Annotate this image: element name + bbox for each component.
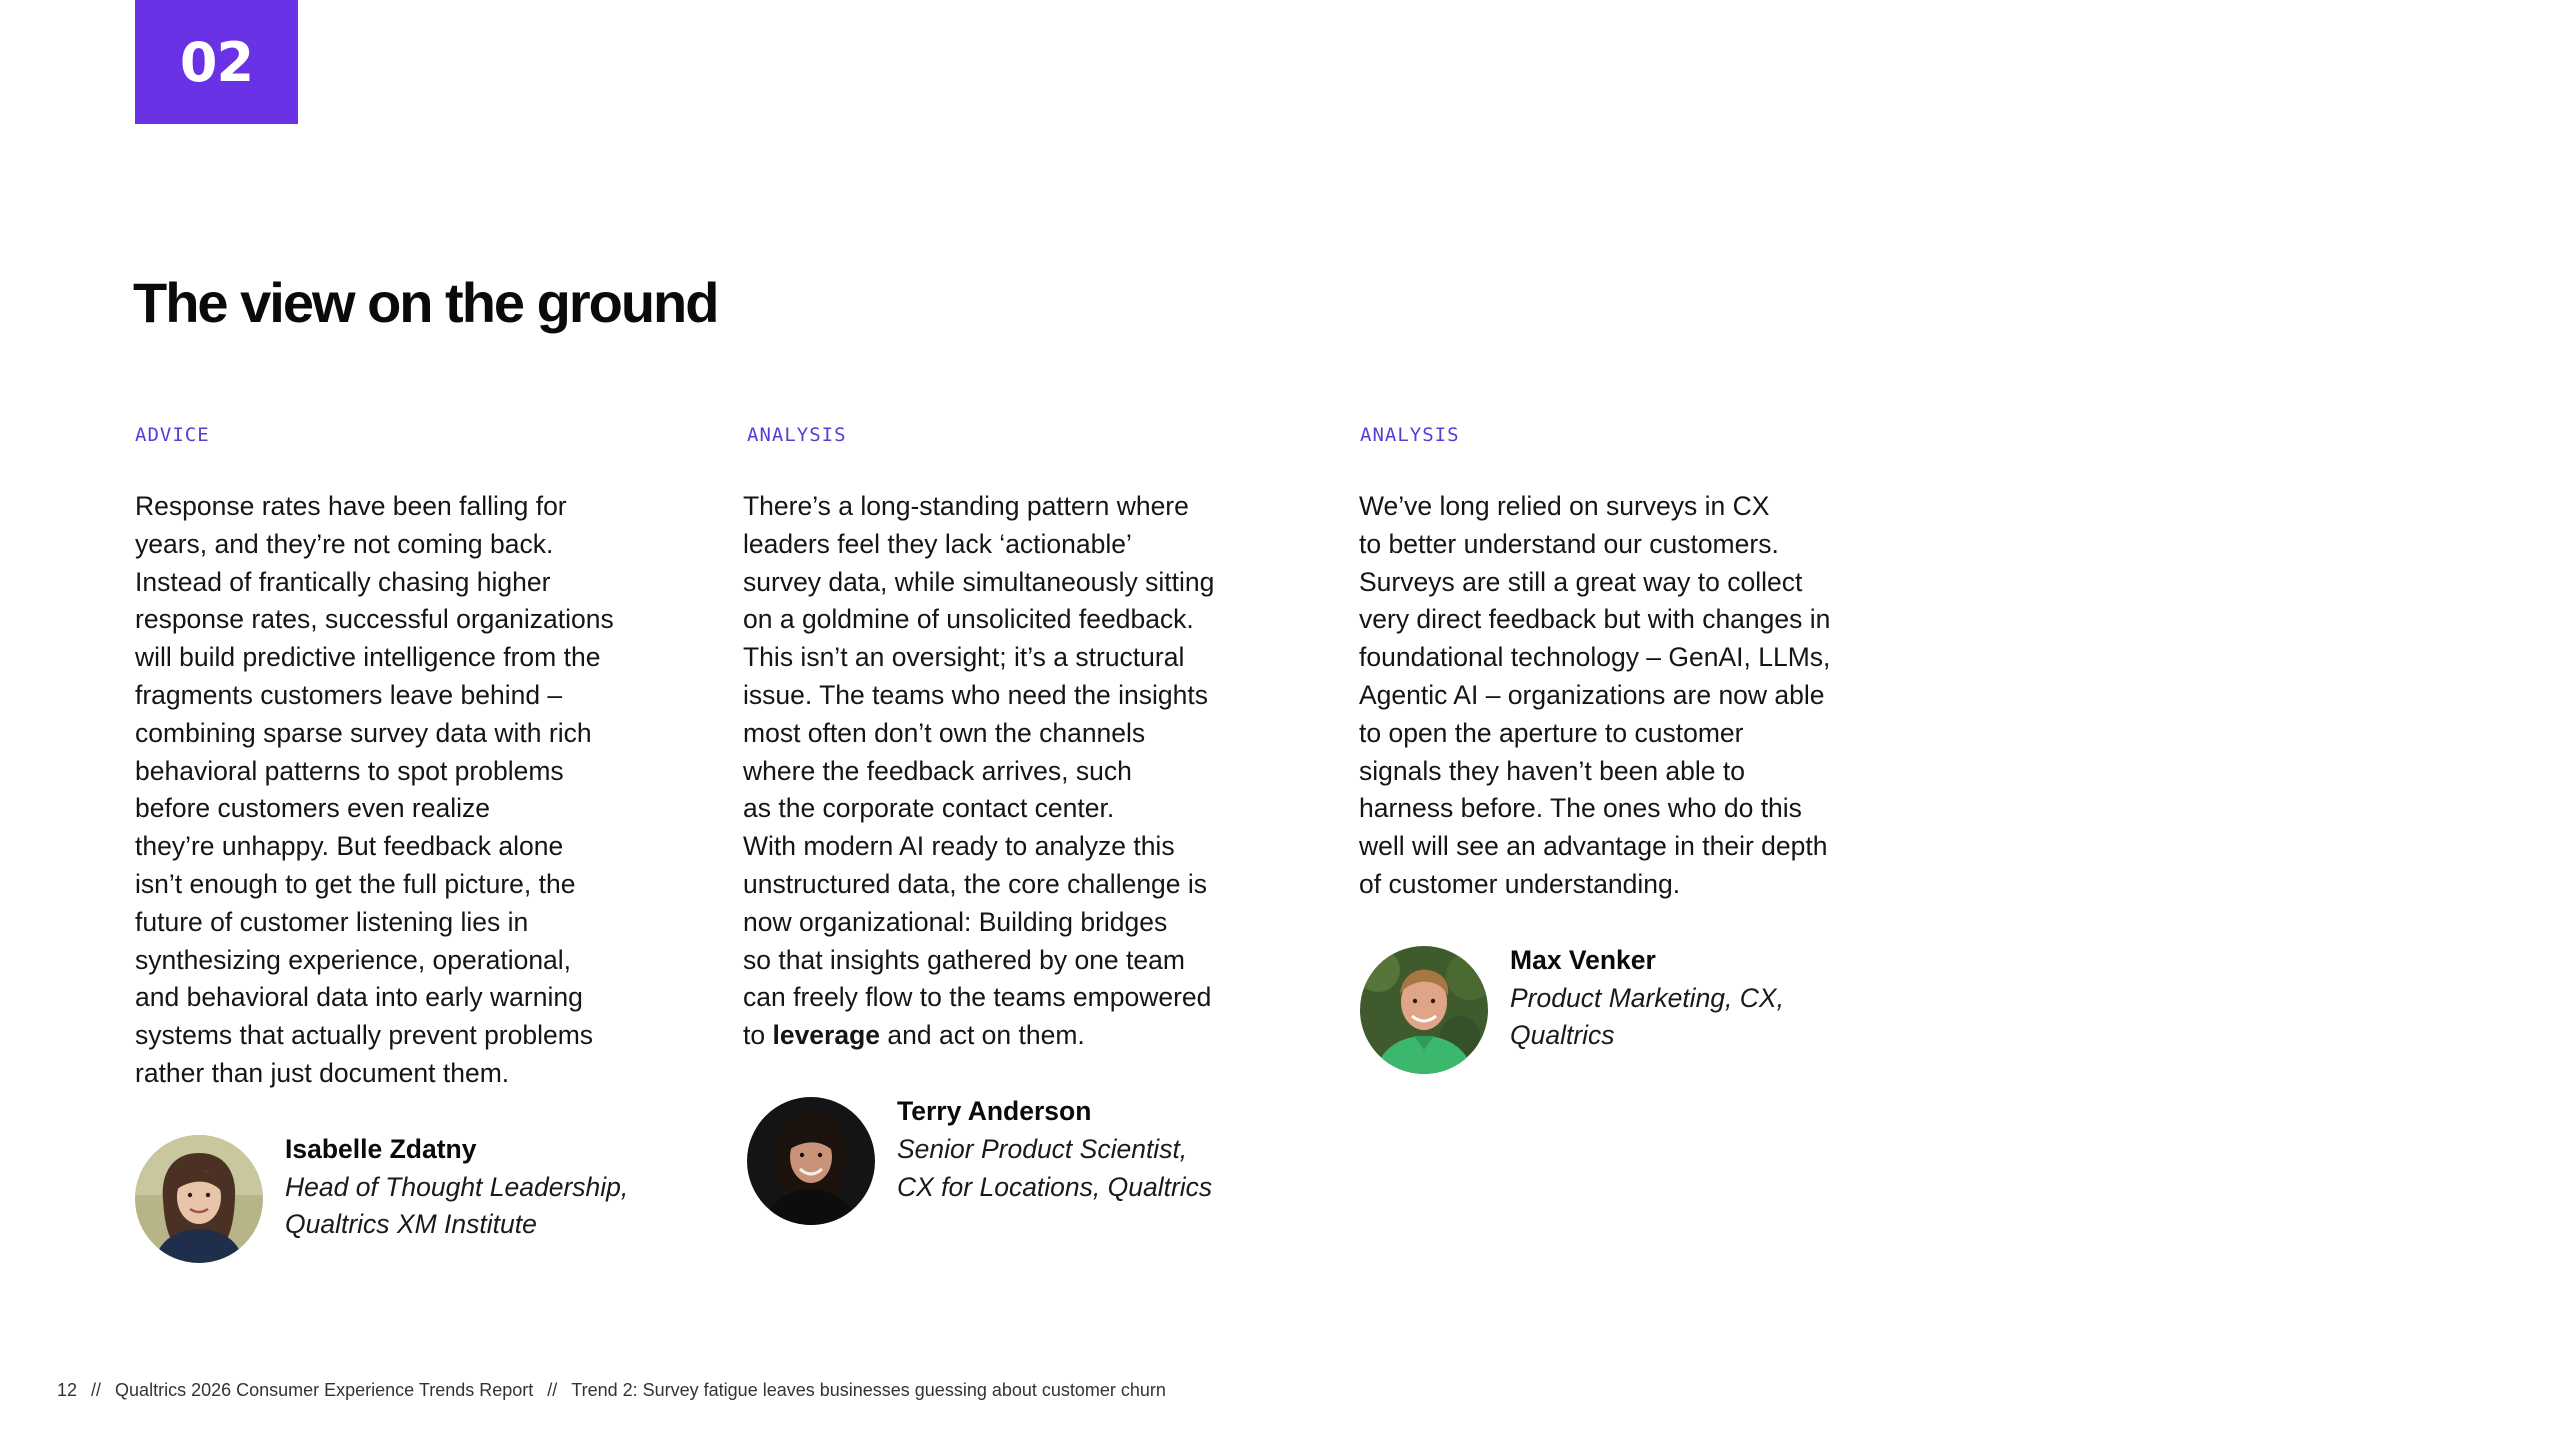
quote-line: Instead of frantically chasing higher xyxy=(135,566,551,597)
column-tag: ANALYSIS xyxy=(1360,424,1460,446)
quote-line: most often don’t own the channels xyxy=(743,717,1146,748)
person-info xyxy=(1510,942,1784,1055)
quote-column-advice xyxy=(135,420,695,1265)
person-info xyxy=(285,1131,628,1244)
text-run: to xyxy=(743,1020,773,1051)
portrait-man-icon xyxy=(1360,946,1488,1074)
quote-line: to better understand our customers. xyxy=(1359,528,1779,559)
section-number-badge xyxy=(135,0,298,124)
person-role: Qualtrics XM Institute xyxy=(285,1209,537,1240)
quote-line: years, and they’re not coming back. xyxy=(135,528,554,559)
text-run: and act on them. xyxy=(880,1020,1085,1051)
person-info xyxy=(897,1093,1212,1206)
quote-text xyxy=(1359,488,1920,904)
quote-line: Agentic AI – organizations are now able xyxy=(1359,679,1825,710)
footer-separator: // xyxy=(91,1380,102,1400)
quote-line: isn’t enough to get the full picture, the xyxy=(135,868,576,899)
quote-line: of customer understanding. xyxy=(1359,868,1681,899)
bold-word: leverage xyxy=(772,1020,881,1051)
quote-line-final xyxy=(743,1017,1307,1055)
column-tag: ADVICE xyxy=(135,424,210,446)
quote-line: fragments customers leave behind – xyxy=(135,679,563,710)
quote-line: Response rates have been falling for xyxy=(135,491,567,521)
quote-line: behavioral patterns to spot problems xyxy=(135,755,564,786)
page-footer xyxy=(57,1380,1166,1401)
quote-line: to open the aperture to customer xyxy=(1359,717,1744,748)
quote-line: survey data, while simultaneously sitting xyxy=(743,566,1215,597)
page-title: The view on the ground xyxy=(133,271,718,334)
quote-line: well will see an advantage in their depth xyxy=(1359,831,1828,862)
quote-line: There’s a long-standing pattern where xyxy=(743,491,1189,521)
person-card xyxy=(1360,946,1920,1076)
person-name: Max Venker xyxy=(1510,944,1656,975)
footer-separator: // xyxy=(547,1380,558,1400)
quote-line: harness before. The ones who do this xyxy=(1359,793,1802,824)
person-role: CX for Locations, Qualtrics xyxy=(897,1171,1213,1202)
quote-line: future of customer listening lies in xyxy=(135,906,529,937)
report-title: Qualtrics 2026 Consumer Experience Trends Report xyxy=(115,1380,534,1400)
quote-line: foundational technology – GenAI, LLMs, xyxy=(1359,642,1831,673)
trend-title: Trend 2: Survey fatigue leaves businesses guessing about customer churn xyxy=(571,1380,1166,1400)
quote-line: This isn’t an oversight; it’s a structural xyxy=(743,642,1185,673)
quote-line: they’re unhappy. But feedback alone xyxy=(135,831,564,862)
quote-line: systems that actually prevent problems xyxy=(135,1020,594,1051)
person-role: Head of Thought Leadership, xyxy=(285,1171,629,1202)
quote-line: Surveys are still a great way to collect xyxy=(1359,566,1803,597)
quote-line: so that insights gathered by one team xyxy=(743,944,1185,975)
person-card xyxy=(135,1135,695,1265)
page-number: 12 xyxy=(57,1380,78,1400)
quote-line: before customers even realize xyxy=(135,793,490,824)
quote-line: response rates, successful organizations xyxy=(135,604,614,635)
portrait-woman-icon xyxy=(135,1135,263,1263)
quote-line: issue. The teams who need the insights xyxy=(743,679,1209,710)
person-name: Terry Anderson xyxy=(897,1095,1092,1126)
quote-line: We’ve long relied on surveys in CX xyxy=(1359,491,1770,521)
quote-line: leaders feel they lack ‘actionable’ xyxy=(743,528,1132,559)
quote-line: very direct feedback but with changes in xyxy=(1359,604,1831,635)
quote-line: rather than just document them. xyxy=(135,1057,510,1088)
quote-line: synthesizing experience, operational, xyxy=(135,944,572,975)
quote-line: and behavioral data into early warning xyxy=(135,982,583,1013)
person-name: Isabelle Zdatny xyxy=(285,1133,477,1164)
quote-line: combining sparse survey data with rich xyxy=(135,717,592,748)
quote-text xyxy=(743,488,1307,1055)
quote-line: can freely flow to the teams empowered xyxy=(743,982,1212,1013)
quote-line: as the corporate contact center. xyxy=(743,793,1115,824)
column-tag: ANALYSIS xyxy=(747,424,847,446)
portrait-woman-icon xyxy=(747,1097,875,1225)
quote-line: signals they haven’t been able to xyxy=(1359,755,1745,786)
quote-column-analysis-1 xyxy=(743,420,1307,1227)
person-role: Qualtrics xyxy=(1510,1020,1615,1051)
quote-line: on a goldmine of unsolicited feedback. xyxy=(743,604,1194,635)
quote-line: unstructured data, the core challenge is xyxy=(743,868,1208,899)
person-role: Senior Product Scientist, xyxy=(897,1133,1188,1164)
person-role: Product Marketing, CX, xyxy=(1510,982,1784,1013)
quote-line: With modern AI ready to analyze this xyxy=(743,831,1175,862)
quote-line: where the feedback arrives, such xyxy=(743,755,1132,786)
section-number: 02 xyxy=(179,30,254,94)
quote-line: will build predictive intelligence from the xyxy=(135,642,601,673)
person-card xyxy=(747,1097,1307,1227)
quote-text xyxy=(135,488,695,1093)
quote-line: now organizational: Building bridges xyxy=(743,906,1168,937)
quote-column-analysis-2 xyxy=(1360,420,1920,1076)
